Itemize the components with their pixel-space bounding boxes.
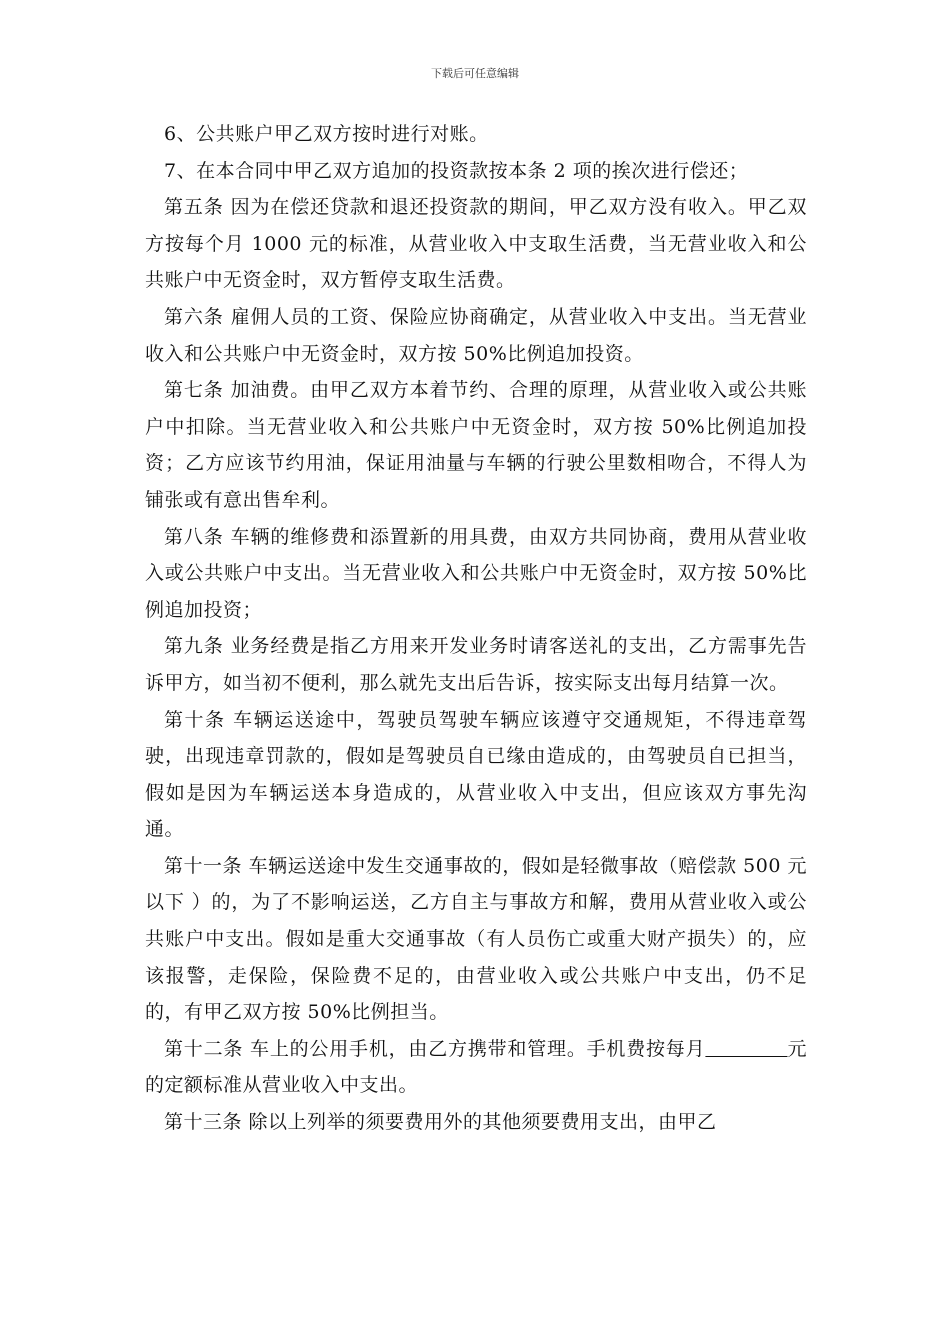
article-12-text-before: 第十二条 车上的公用手机，由乙方携带和管理。手机费按每月: [164, 1037, 706, 1060]
article-10-paragraph: 第十条 车辆运送途中，驾驶员驾驶车辆应该遵守交通规矩，不得违章驾驶，出现违章罚款的，假如是驾驶员自已缘由造成的，由驾驶员自已担当，假如是因为车辆运送本身造成的，从营业收入中支出，但应该双方事先沟通。: [145, 708, 807, 841]
clause-7-paragraph: 7、在本合同中甲乙双方追加的投资款按本条 2 项的挨次进行偿还；: [164, 159, 749, 182]
article-5-paragraph: 第五条 因为在偿还贷款和退还投资款的期间，甲乙双方没有收入。甲乙双方按每个月 1000 元的标准，从营业收入中支取生活费，当无营业收入和公共账户中无资金时，双方暂停支取生活费。: [145, 196, 807, 292]
article-8-paragraph: 第八条 车辆的维修费和添置新的用具费，由双方共同协商，费用从营业收入或公共账户中支出。当无营业收入和公共账户中无资金时，双方按 50%比例追加投资；: [145, 525, 807, 621]
article-11-paragraph: 第十一条 车辆运送途中发生交通事故的，假如是轻微事故（赔偿款 500 元以下 ）的，为了不影响运送，乙方自主与事故方和解，费用从营业收入或公共账户中支出。假如是重大交通事故（有人员伤亡或重大财产损失）的，应该报警，走保险，保险费不足的，由营业收入或公共账户中支出，仍不足的，有甲乙双方按 50%比例担当。: [145, 854, 807, 1024]
article-6-paragraph: 第六条 雇佣人员的工资、保险应协商确定，从营业收入中支出。当无营业收入和公共账户中无资金时，双方按 50%比例追加投资。: [145, 305, 807, 365]
article-13-paragraph: 第十三条 除以上列举的须要费用外的其他须要费用支出，由甲乙: [164, 1111, 717, 1134]
article-9-paragraph: 第九条 业务经费是指乙方用来开发业务时请客送礼的支出，乙方需事先告诉甲方，如当初不便利，那么就先支出后告诉，按实际支出每月结算一次。: [145, 635, 807, 694]
clause-6-paragraph: 6、公共账户甲乙双方按时进行对账。: [164, 123, 489, 145]
article-12-paragraph: [145, 1031, 807, 1104]
amount-blank: [705, 1038, 787, 1060]
article-7-paragraph: 第七条 加油费。由甲乙双方本着节约、合理的原理，从营业收入或公共账户中扣除。当无营业收入和公共账户中无资金时，双方按 50%比例追加投资；乙方应该节约用油，保证用油量与车辆的行驶公里数相吻合，不得人为铺张或有意出售牟利。: [145, 379, 807, 511]
document-body: [145, 116, 807, 1141]
article-12-text-after: 元的定额标准从营业收入中支出。: [145, 1037, 807, 1097]
page-header: 下载后可任意编辑: [431, 67, 519, 80]
